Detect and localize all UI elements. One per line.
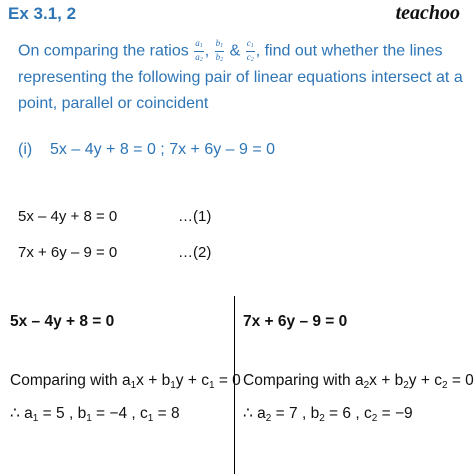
ratio-a-fraction: $\frac{a_1}{a_2}$ (195, 38, 203, 63)
right-result: ∴ $a_2 = 7$ , $b_2 = 6$ , $c_2 = -9$ (243, 405, 413, 424)
equation-2-ref: …(2) (178, 244, 212, 261)
equation-1-ref: …(1) (178, 208, 212, 225)
right-heading: 7x + 6y – 9 = 0 (243, 313, 348, 330)
left-result: ∴ $a_1 = 5$ , $b_1 = -4$ , $c_1 = 8$ (10, 405, 180, 424)
equation-2: 7x + 6y – 9 = 0 (18, 244, 118, 261)
question-line3: point, parallel or coincident (18, 94, 209, 112)
question-line2: representing the following pair of linear equations intersect at a (18, 69, 463, 86)
part-equations: 5x – 4y + 8 = 0 ; 7x + 6y – 9 = 0 (50, 141, 276, 158)
ratio-c-fraction: $\frac{c_1}{c_2}$ (246, 38, 254, 63)
teachoo-logo: teachoo (395, 2, 460, 24)
part-label: (i) (18, 141, 33, 158)
left-heading: 5x – 4y + 8 = 0 (10, 313, 115, 330)
equation-1: 5x – 4y + 8 = 0 (18, 208, 118, 225)
left-compare: Comparing with $a_1x + b_1y + c_1 = 0$ (10, 372, 241, 391)
question-line1-rest: , find out whether the lines (255, 42, 443, 60)
exercise-title: Ex 3.1, 2 (8, 4, 77, 23)
question-text: On comparing the ratios $\frac{a_1}{a_2}$ , $\frac{b_1}{b_2}$ & $\frac{c_1}{c_2}$ , find out whether the lines representing the following pair of linear equations intersect at a point, parallel or coincident (18, 38, 463, 112)
ratio-b-fraction: $\frac{b_1}{b_2}$ (215, 38, 224, 63)
right-compare: Comparing with $a_2x + b_2y + c_2 = 0$ (243, 372, 474, 391)
question-intro: On comparing the ratios (18, 42, 189, 60)
question-part (18, 141, 275, 159)
